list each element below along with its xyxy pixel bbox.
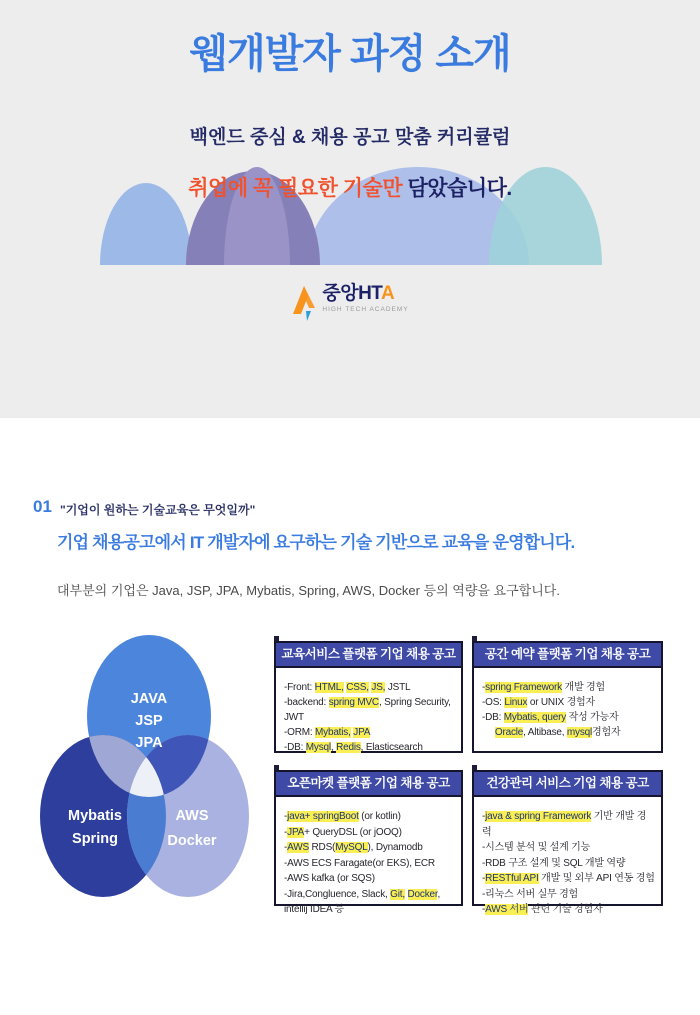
tagline-highlight: 취업에 꼭 필요한 기술만 (188, 177, 403, 200)
card-line: -AWS 서버 관련 기술 경험자 (482, 904, 603, 915)
academy-logo (0, 284, 700, 322)
card-corner-marker (274, 636, 279, 641)
venn-label-jsp: JSP (135, 713, 163, 729)
card-title: 교육서비스 플랫폼 기업 채용 공고 (276, 643, 461, 668)
venn-label-spring: Spring (72, 831, 118, 847)
tagline-rest: 담았습니다. (402, 177, 512, 200)
card-line: -java+ springBoot (or kotlin) (284, 811, 401, 822)
section-number: 01 (33, 497, 52, 516)
card-title: 공간 예약 플랫폼 기업 채용 공고 (474, 643, 661, 668)
highlighted-skill: spring MVC (328, 697, 379, 708)
card-line: -JPA+ QueryDSL (or jOOQ) (284, 826, 402, 838)
card-line: -ORM: Mybatis, JPA (284, 727, 371, 738)
tagline (0, 172, 700, 202)
card-line: -AWS ECS Faragate(or EKS), ECR (284, 857, 435, 869)
venn-label-mybatis: Mybatis (68, 808, 122, 824)
highlighted-skill: AWS (287, 842, 309, 853)
highlighted-skill: Git, (390, 888, 405, 900)
card-line: -AWS RDS(MySQL), Dynamodb (284, 842, 423, 853)
highlighted-skill: JS, (371, 682, 386, 693)
card-line: -AWS kafka (or SQS) (284, 873, 375, 884)
logo-name (322, 284, 394, 304)
card-body (474, 797, 661, 918)
venn-label-docker: Docker (167, 833, 217, 849)
card-line: -RDB 구조 설계 및 SQL 개발 역량 (482, 857, 626, 869)
card-line: -리눅스 서버 실무 경험 (482, 888, 579, 900)
card-title: 건강관리 서비스 기업 채용 공고 (474, 772, 661, 797)
card-line: -DB: Mybatis, query 작성 가능자 (482, 712, 619, 723)
card-education-platform (274, 641, 463, 753)
highlighted-skill: JPA (287, 826, 305, 838)
venn-diagram (31, 627, 261, 912)
highlighted-skill: java & spring Framework (485, 811, 592, 822)
section-heading: 기업 채용공고에서 IT 개발자에 요구하는 기술 기반으로 교육을 운영합니다. (57, 533, 575, 552)
logo-texts (322, 284, 408, 313)
card-body (276, 797, 461, 918)
card-open-market-platform (274, 770, 463, 915)
highlighted-skill: java+ springBoot (287, 811, 359, 822)
highlighted-skill: Oracle (494, 727, 524, 738)
card-line: -Jira,Congluence, Slack, Git, Docker, intellij IDEA 등 (284, 888, 443, 915)
logo-arrow-icon (291, 284, 317, 322)
highlighted-skill: Mysql (305, 742, 331, 753)
header-banner (0, 0, 700, 418)
card-line: Oracle, Altibase, mysql경험자 (494, 727, 621, 738)
card-line: -spring Framework 개발 경험 (482, 682, 605, 693)
card-line: -java & spring Framework 기반 개발 경력 (482, 811, 647, 838)
card-space-booking-platform (472, 641, 663, 753)
logo-caption: HIGH TECH ACADEMY (322, 306, 409, 313)
highlighted-skill: HTML, (314, 682, 344, 693)
highlighted-skill: Mybatis, (315, 727, 351, 738)
highlighted-skill: spring Framework (485, 682, 562, 693)
card-body (474, 668, 661, 740)
logo-name-prefix: 중앙HT (322, 283, 382, 304)
highlighted-skill: Docker (407, 888, 438, 900)
card-corner-marker (274, 765, 279, 770)
venn-label-java: JAVA (130, 691, 168, 707)
venn-label-aws: AWS (175, 808, 209, 824)
card-line: -backend: spring MVC, Spring Security, JWT (284, 697, 454, 723)
card-line: -RESTful API 개발 및 외부 API 연동 경험 (482, 873, 655, 884)
card-corner-marker (472, 765, 477, 770)
card-body (276, 668, 461, 755)
section-quote: "기업이 원하는 기술교육은 무엇일까" (60, 503, 256, 517)
card-line: -OS: Linux or UNIX 경험자 (482, 697, 595, 708)
highlighted-skill: Mybatis, query (503, 712, 567, 723)
section-description: 대부분의 기업은 Java, JSP, JPA, Mybatis, Spring, AWS, Docker 등의 역량을 요구합니다. (57, 583, 560, 598)
highlighted-skill: Linux (504, 697, 528, 708)
highlighted-skill: AWS 서버 (485, 904, 529, 915)
highlighted-skill: Redis (336, 742, 361, 753)
venn-label-jpa: JPA (135, 735, 163, 751)
highlighted-skill: MySQL (335, 842, 368, 853)
card-title: 오픈마켓 플랫폼 기업 채용 공고 (276, 772, 461, 797)
card-line: -Front: HTML, CSS, JS, JSTL (284, 682, 411, 693)
highlighted-skill: CSS, (346, 682, 369, 693)
card-line: -시스템 분석 및 설계 기능 (482, 842, 591, 853)
card-corner-marker (472, 636, 477, 641)
card-line: -DB: Mysql, Redis, Elasticsearch (284, 742, 423, 753)
logo-name-accent: A (381, 283, 395, 304)
highlighted-skill: mysql (566, 727, 593, 738)
page-title: 웹개발자 과정 소개 (189, 32, 511, 76)
highlighted-skill: RESTful API (485, 873, 539, 884)
highlighted-skill: JPA (353, 727, 371, 738)
card-healthcare-service (472, 770, 663, 915)
page-subtitle: 백엔드 중심 & 채용 공고 맞춤 커리큘럼 (189, 127, 511, 148)
